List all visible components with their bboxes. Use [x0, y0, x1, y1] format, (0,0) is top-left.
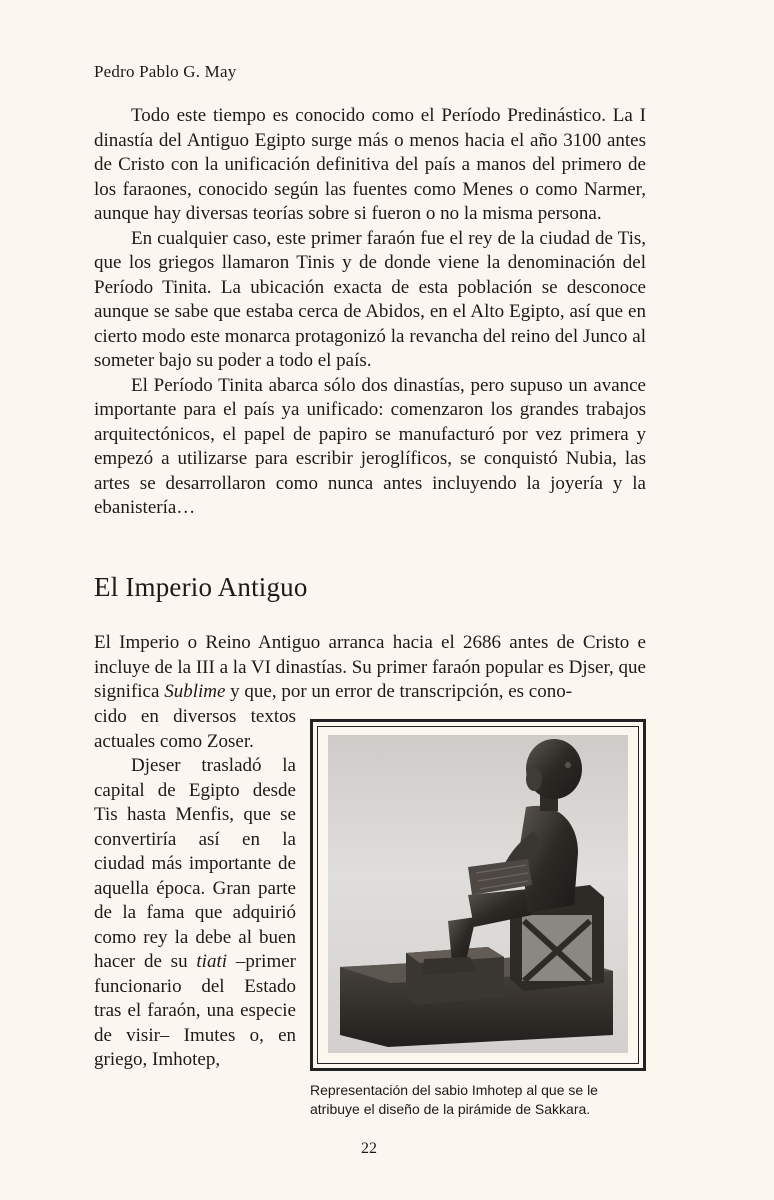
italic-term: Sublime	[164, 681, 226, 702]
figure-caption: Representación del sabio Imhotep al que se le atribuye el diseño de la pirámide de Sakkara.	[310, 1082, 598, 1117]
paragraph: Todo este tiempo es conocido como el Período Predinástico. La I dinastía del Antiguo Egipto surge más o menos hacia el año 3100 antes de Cristo con la unificación definitiva del país a manos del primero de los faraones, conocido según las fuentes como Menes o como Narmer, aunque hay diversas teorías sobre si fueron o no la misma persona.	[94, 105, 646, 224]
figure-frame	[310, 719, 646, 1071]
text-run: y que, por un error de transcripción, es cono-	[225, 681, 573, 702]
paragraph: El Período Tinita abarca sólo dos dinastías, pero supuso un avance importante para el país ya unificado: comenzaron los grandes trabajos arquitectónicos, el papel de papiro se manufacturó por vez primera y empezó a utilizarse para escribir jeroglíficos, se conquistó Nubia, las artes se desarrollaron como nunca antes incluyendo la joyería y la ebanistería…	[94, 374, 646, 518]
paragraph	[94, 754, 296, 1073]
section-text	[94, 631, 646, 705]
statue-illustration	[328, 735, 628, 1053]
text-run: El Imperio o Reino Antiguo arranca hacia el 2686 antes de Cristo e incluye de la III a la VI dinastías. Su primer faraón popular es Djser, que significa	[94, 632, 646, 702]
imhotep-statue-photo	[328, 735, 628, 1053]
text-run: –primer funcionario del Estado tras el faraón, una especie de visir– Imutes o, en griego, Imhotep,	[94, 951, 296, 1070]
intro-text	[94, 104, 646, 521]
section-heading: El Imperio Antiguo	[94, 572, 308, 602]
running-head-author: Pedro Pablo G. May	[94, 62, 237, 81]
paragraph-continuation: cido en diversos textos actuales como Zoser.	[94, 706, 296, 752]
paragraph: En cualquier caso, este primer faraón fue el rey de la ciudad de Tis, que los griegos llamaron Tinis y de donde viene la denominación del Período Tinita. La ubicación exacta de esta población se desconoce aunque se sabe que estaba cerca de Abidos, en el Alto Egipto, así que en cierto modo este monarca protagonizó la revancha del reino del Junco al someter bajo su poder a todo el país.	[94, 227, 646, 371]
italic-term: tiati	[196, 951, 228, 972]
page-number: 22	[361, 1140, 377, 1157]
wrapped-text-column	[94, 705, 296, 1073]
text-run: Djeser trasladó la capital de Egipto desde Tis hasta Menfis, que se convertiría así en la ciudad más importante de aquella época. Gran parte de la fama que adquirió como rey la debe al buen hacer de su	[94, 755, 296, 972]
paragraph	[94, 631, 646, 705]
